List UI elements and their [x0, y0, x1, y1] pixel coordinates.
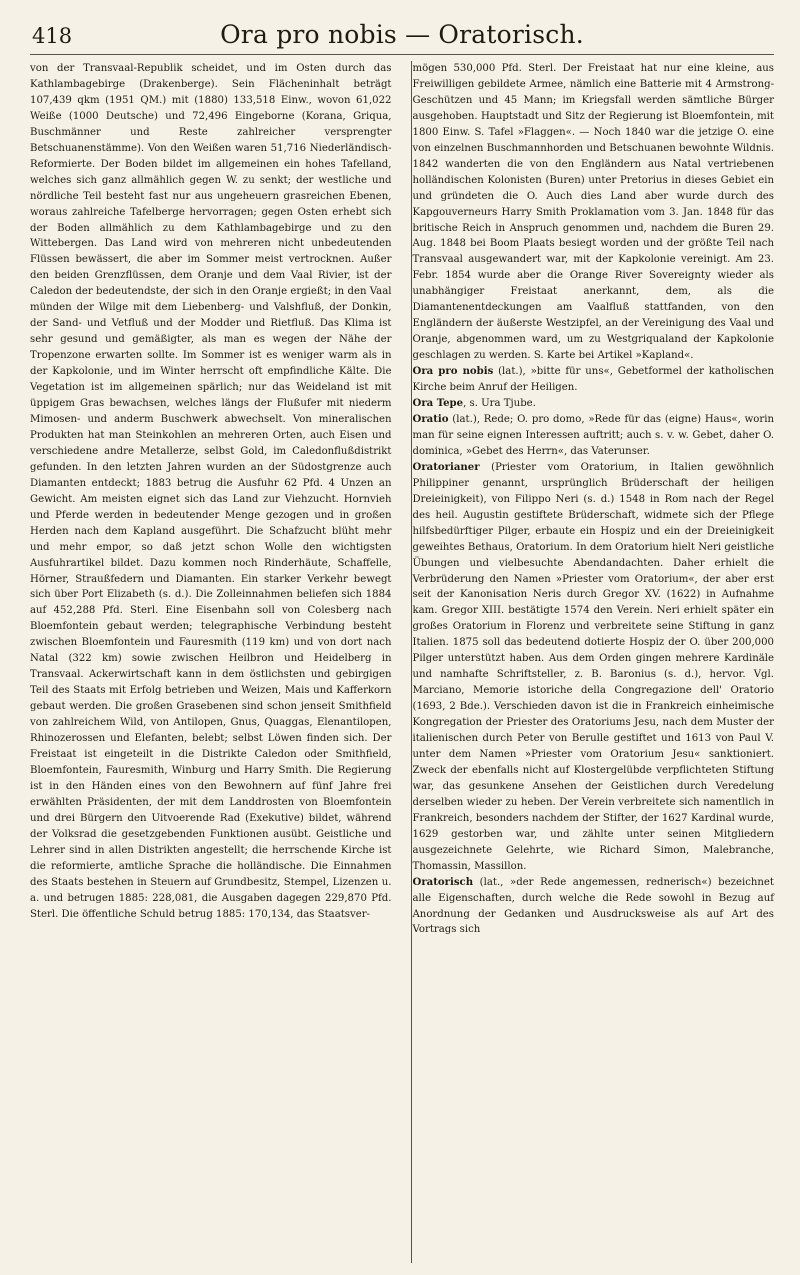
entry-headword: Oratorisch	[412, 875, 474, 888]
entry-ora-tepe	[413, 396, 775, 412]
left-column	[30, 61, 402, 1271]
left-column-text: von der Transvaal-Republik scheidet, und im Osten durch das Kathlambagebirge (Drakenberge). Sein Flächeninhalt beträgt 107,439 qkm (1951 QM.) mit (1880) 133,518 Einw., wovon 61,022 Weiße (1000 Deutsche) und 72,496 Eingeborne (Korana, Griqua, Buschmänner und Reste zahlreicher versprengter Betschuanenstämme). Von den Weißen waren 51,716 Niederländisch-Reformierte. Der Boden bildet im allgemeinen ein hohes Tafelland, welches sich ganz allmählich gegen W. zu senkt; der westliche und nördliche Teil besteht fast nur aus ungeheuern grasreichen Ebenen, woraus zahlreiche Tafelberge hervorragen; gegen Osten erhebt sich der Boden allmählich zu dem Kathlambagebirge und zu den Wittebergen. Das Land wird von mehreren nicht unbedeutenden Flüssen bewässert, die aber im Sommer meist vertrocknen. Außer den beiden Grenzflüssen, dem Oranje und dem Vaal Rivier, ist der Caledon der bedeutendste, der sich in den Oranje ergießt; in den Vaal münden der Wilge mit dem Liebenberg- und Valshfluß, der Donkin, der Sand- und Vetfluß und der Modder und Rietfluß. Das Klima ist sehr gesund und gemäßigter, als man es wegen der Nähe der Tropenzone erwarten sollte. Im Sommer ist es weniger warm als in der Kapkolonie, und im Winter herrscht oft empfindliche Kälte. Die Vegetation ist im allgemeinen spärlich; nur das Weideland ist mit üppigem Gras bewachsen, welches längs der Flußufer mit niederm Mimosen- und anderm Buschwerk abwechselt. Von mineralischen Produkten hat man Steinkohlen an mehreren Orten, auch Eisen und verschiedene andre Metallerze, selbst Gold, im Caledonflußdistrikt gefunden. In den letzten Jahren wurden an der Südostgrenze auch Diamanten entdeckt; 1883 betrug die Ausfuhr 62 Pfd. 4 Unzen an Gewicht. Am meisten eignet sich das Land zur Viehzucht. Hornvieh und Pferde werden in bedeutender Menge gezogen und in großen Herden nach dem Kapland ausgeführt. Die Schafzucht blüht mehr und mehr empor, so daß jetzt schon Wolle den wichtigsten Ausfuhrartikel bildet. Dazu kommen noch Rinderhäute, Schaffelle, Hörner, Straußfedern und Diamanten. Ein starker Verkehr bewegt sich über Port Elizabeth (s. d.). Die Zolleinnahmen beliefen sich 1884 auf 452,288 Pfd. Sterl. Eine Eisenbahn soll von Colesberg nach Bloemfontein gebaut werden; telegraphische Verbindung besteht zwischen Bloemfontein und Fauresmith (119 km) und von dort nach Natal (322 km) sowie zwischen Heilbron und Heidelberg in Transvaal. Ackerwirtschaft kann in dem östlichsten und gebirgigen Teil des Staats mit Erfolg betrieben und Weizen, Mais und Kafferkorn gebaut werden. Die großen Grasebenen sind schon jenseit Smithfield von zahlreichem Wild, von Antilopen, Gnus, Quaggas, Elenantilopen, Rhinozerossen und Elefanten, belebt; selbst Löwen finden sich. Der Freistaat ist eingeteilt in die Distrikte Caledon oder Smithfield, Bloemfontein, Fauresmith, Winburg und Harry Smith. Die Regierung ist in den Händen eines von den Bewohnern auf fünf Jahre frei erwählten Präsidenten, der mit dem Landdrosten von Bloemfontein und drei Bürgern den Uitvoerende Rad (Exekutive) bildet, während der Volksrad die gesetzgebenden Funktionen ausübt. Geistliche und Lehrer sind in allen Distrikten angestellt; die herrschende Kirche ist die reformierte, amtliche Sprache die holländische. Die Einnahmen des Staats bestehen in Steuern auf Grundbesitz, Stempel, Lizenzen u. a. und betrugen 1885: 228,081, die Ausgaben dagegen 229,870 Pfd. Sterl. Die öffentliche Schuld betrug 1885: 170,134, das Staatsver-	[30, 63, 392, 920]
page-number: 418	[32, 24, 73, 48]
running-title: Ora pro nobis — Oratorisch.	[220, 20, 584, 49]
entry-oratio	[413, 412, 775, 460]
entry-ora-pro-nobis	[413, 364, 775, 396]
entry-text: (lat.), Rede; O. pro domo, »Rede für das (eigne) Haus«, worin man für seine eignen Interessen auftritt; auch s. v. w. Gebet, daher O. dominica, »Gebet des Herrn«, das Vaterunser.	[412, 413, 774, 457]
continuation-paragraph: mögen 530,000 Pfd. Sterl. Der Freistaat hat nur eine kleine, aus Freiwilligen gebildete Armee, nämlich eine Batterie mit 4 Armstrong-Geschützen und 45 Mann; im Kriegsfall werden sämtliche Bürger ausgehoben. Hauptstadt und Sitz der Regierung ist Bloemfontein, mit 1800 Einw. S. Tafel »Flaggen«. — Noch 1840 war die jetzige O. eine von einzelnen Buschmannhorden und Betschuanen bewohnte Wildnis. 1842 wanderten die von den Engländern aus Natal vertriebenen holländischen Kolonisten (Buren) unter Pretorius in dieses Gebiet ein und gründeten die O. Auch dies Land aber wurde durch des Kapgouverneurs Harry Smith Proklamation vom 3. Jan. 1848 für das britische Reich in Anspruch genommen und, nachdem die Buren 29. Aug. 1848 bei Boom Plaats besiegt worden und der größte Teil nach Transvaal ausgewandert war, mit der Kapkolonie vereinigt. Am 23. Febr. 1854 wurde aber die Orange River Sovereignty wieder als unabhängiger Freistaat anerkannt, dem, als die Diamantenentdeckungen am Vaalfluß stattfanden, von den Engländern der äußerste Westzipfel, an der Vereinigung des Vaal und Oranje, abgenommen ward, um zu Westgriqualand der Kapkolonie geschlagen zu werden. S. Karte bei Artikel »Kapland«.	[412, 63, 774, 362]
page-header	[30, 14, 774, 55]
entry-text: , s. Ura Tjube.	[463, 398, 536, 410]
right-column	[402, 61, 775, 1271]
text-columns	[30, 61, 774, 1271]
entry-headword: Ora pro nobis	[412, 365, 494, 378]
entry-text: (Priester vom Oratorium, in Italien gewöhnlich Philippiner genannt, ursprünglich Brüderschaft der heiligen Dreieinigkeit), von Filippo Neri (s. d.) 1548 in Rom nach der Regel des heil. Augustin gestiftete Brüderschaft, widmete sich der Pflege hilfsbedürftiger Pilger, erbaute ein Hospiz und ein der Dreieinigkeit geweihtes Bethaus, Oratorium. In dem Oratorium hielt Neri geistliche Übungen und vielbesuchte Abendandachten. Daher erhielt die Verbrüderung den Namen »Priester vom Oratorium«, der aber erst seit der Kanonisation Neris durch Gregor XV. (1622) in Aufnahme kam. Gregor XIII. bestätigte 1574 den Verein. Neri erhielt später ein großes Oratorium in Florenz und verbreitete seine Stiftung in ganz Italien. 1875 soll das bedeutend dotierte Hospiz der O. über 200,000 Pilger unterstützt haben. Aus dem Orden gingen mehrere Kardinäle und namhafte Schriftsteller, z. B. Baronius (s. d.), hervor. Vgl. Marciano, Memorie istoriche della Congregazione dell' Oratorio (1693, 2 Bde.). Verschieden davon ist die in Frankreich einheimische Kongregation der Priester des Oratoriums Jesu, nach dem Muster der italienischen durch Peter von Berulle gestiftet und 1613 von Paul V. unter dem Namen »Priester vom Oratorium Jesu« sanktioniert. Zweck der ebenfalls nicht auf Klostergelübde verpflichteten Stiftung war, das gesunkene Ansehen der Geistlichen durch Veredelung derselben wieder zu heben. Der Verein verbreitete sich namentlich in Frankreich, besonders nachdem der Stifter, der 1627 Kardinal wurde, 1629 gestorben war, und zählte unter seinen Mitgliedern ausgezeichnete Gelehrte, wie Richard Simon, Malebranche, Thomassin, Massillon.	[412, 461, 774, 872]
entry-headword: Oratio	[412, 412, 449, 425]
entry-headword: Ora Tepe	[412, 397, 464, 410]
entry-oratorisch	[413, 875, 775, 939]
entry-headword: Oratorianer	[412, 460, 480, 473]
column-divider	[411, 61, 412, 1263]
entry-text: (lat., »der Rede angemessen, rednerisch«) bezeichnet alle Eigenschaften, durch welche die Rede sowohl in Bezug auf Anordnung der Gedanken und Ausdrucksweise als auf Art des Vortrags sich	[412, 876, 774, 936]
entry-oratorianer	[413, 460, 775, 875]
entry-text: (lat.), »bitte für uns«, Gebetformel der katholischen Kirche beim Anruf der Heiligen.	[412, 366, 774, 394]
